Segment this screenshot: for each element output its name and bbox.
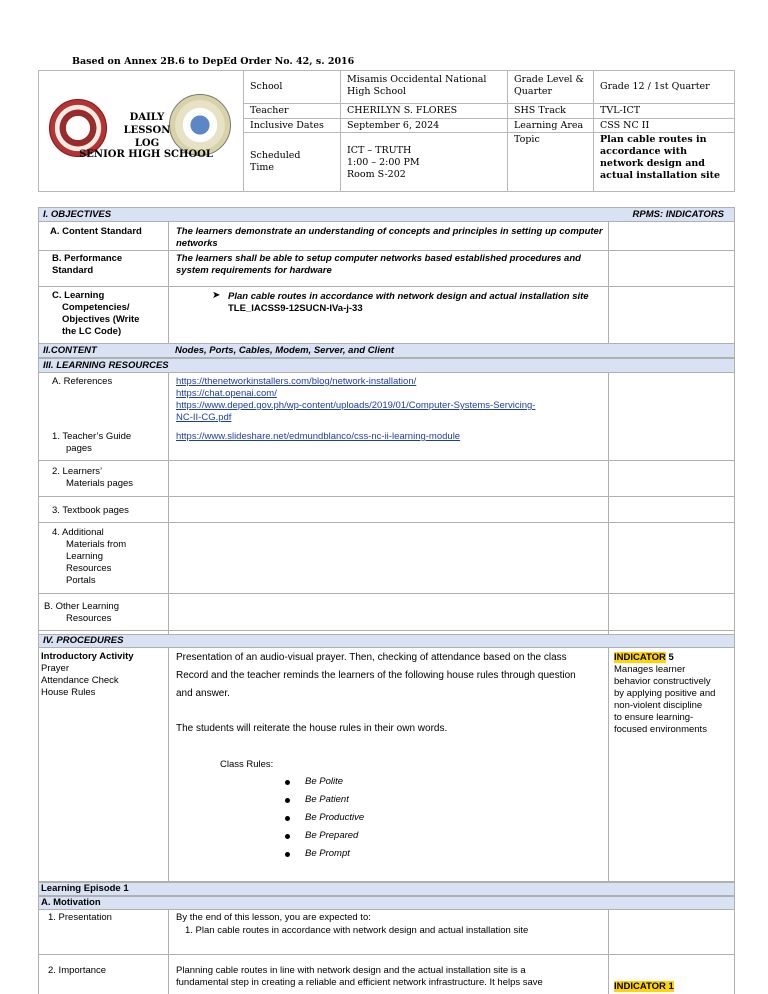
indicator-5-text: Manages learner (614, 664, 686, 675)
resources-heading: III. LEARNING RESOURCES (43, 360, 169, 371)
references-label: A. References (52, 376, 113, 387)
bullet-icon (285, 780, 290, 785)
school-value: Misamis Occidental National High School (347, 74, 487, 97)
school-label: School (250, 81, 283, 92)
arrow-bullet-icon: ➤ (212, 290, 221, 301)
importance-text: Planning cable routes in line with network design and the actual installation site is a (176, 965, 526, 976)
bullet-icon (285, 816, 290, 821)
indicator-5-text: non-violent discipline (614, 700, 703, 711)
dates-label: Inclusive Dates (250, 120, 324, 131)
procedures-bar (38, 634, 735, 648)
resources-bar (38, 358, 735, 373)
importance-text: fundamental step in creating a reliable and efficient network infrastructure. It helps save (176, 977, 543, 988)
importance-label: 2. Importance (48, 965, 107, 976)
reference-link[interactable]: https://chat.openai.com/ (176, 388, 277, 399)
rpms-heading: RPMS: INDICATORS (632, 209, 724, 220)
motivation-heading: A. Motivation (41, 897, 101, 908)
lm-label: 2. Learners’ (52, 466, 103, 477)
lc-label: Objectives (Write (62, 314, 140, 325)
reference-link[interactable]: https://thenetworkinstallers.com/blog/network-installation/ (176, 376, 417, 387)
topic-label: Topic (514, 134, 540, 145)
area-value: CSS NC II (600, 120, 650, 131)
reference-link[interactable]: NC-II-CG.pdf (176, 412, 232, 423)
lesson-header-table (38, 70, 735, 192)
dates-value: September 6, 2024 (347, 120, 440, 131)
performance-text: The learners shall be able to setup computer networks based established procedures and system requirements for hardware (176, 253, 581, 276)
title-line: LESSON (123, 125, 171, 136)
class-rule: Be Prepared (305, 830, 359, 841)
other-label: B. Other Learning (44, 601, 119, 612)
intro-text: and answer. (176, 688, 230, 699)
content-standard-label: A. Content Standard (50, 226, 142, 237)
class-rule: Be Productive (305, 812, 365, 823)
content-text: Nodes, Ports, Cables, Modem, Server, and Client (175, 345, 395, 356)
objectives-heading: I. OBJECTIVES (43, 209, 112, 220)
indicator-5-tag: INDICATOR (614, 652, 666, 663)
intro-text: Record and the teacher reminds the learners of the following house rules through question (176, 670, 576, 681)
episode-bar (38, 882, 735, 896)
intro-label: Introductory Activity (41, 651, 134, 662)
log-title (77, 111, 217, 150)
class-rule: Be Prompt (305, 848, 350, 859)
content-heading: II.CONTENT (43, 345, 97, 356)
lc-label: C. Learning (52, 290, 105, 301)
am-label: Portals (66, 575, 96, 586)
lc-label: Competencies/ (62, 302, 130, 313)
sched-section: ICT – TRUTH (347, 145, 412, 156)
grade-label: Grade Level & Quarter (514, 74, 584, 97)
indicator-5 (614, 652, 674, 664)
teacher-value: CHERILYN S. FLORES (347, 105, 458, 116)
intro-text: The students will reiterate the house rules in their own words. (176, 723, 448, 734)
teacher-label: Teacher (250, 105, 289, 116)
intro-label: House Rules (41, 687, 96, 698)
grade-value: Grade 12 / 1st Quarter (600, 81, 710, 92)
other-label: Resources (66, 613, 112, 624)
procedures-heading: IV. PROCEDURES (43, 635, 124, 646)
content-standard-text: The learners demonstrate an understanding of concepts and principles in setting up computer networks (176, 226, 603, 249)
tg-label: pages (66, 443, 92, 454)
performance-label-2: Standard (52, 265, 94, 276)
bullet-icon (285, 798, 290, 803)
topic-value: Plan cable routes in accordance with network design and actual installation site (600, 134, 721, 181)
am-label: Materials from (66, 539, 127, 550)
objectives-bar (38, 207, 735, 222)
reference-link[interactable]: https://www.slideshare.net/edmundblanco/css-nc-ii-learning-module (176, 431, 461, 442)
track-value: TVL-ICT (600, 105, 641, 116)
header-note: Based on Annex 2B.6 to DepEd Order No. 42, s. 2016 (72, 56, 355, 67)
content-bar (38, 343, 735, 358)
reference-link[interactable]: https://www.deped.gov.ph/wp-content/uploads/2019/01/Computer-Systems-Servicing- (176, 400, 536, 411)
indicator-5-text: focused environments (614, 724, 707, 735)
indicator-5-text: behavior constructively (614, 676, 711, 687)
lc-text: Plan cable routes in accordance with network design and actual installation site (228, 291, 589, 302)
lc-code: TLE_IACSS9-12SUCN-IVa-j-33 (228, 303, 363, 314)
tg-label: 1. Teacher’s Guide (52, 431, 132, 442)
sched-room: Room S-202 (347, 169, 406, 180)
sched-time: 1:00 – 2:00 PM (347, 157, 420, 168)
title-line: DAILY (129, 112, 165, 123)
class-rule: Be Patient (305, 794, 349, 805)
log-subtitle: SENIOR HIGH SCHOOL (79, 149, 213, 160)
scheduled-time-label: Scheduled Time (250, 150, 301, 173)
area-label: Learning Area (514, 120, 584, 131)
track-label: SHS Track (514, 105, 566, 116)
performance-label: B. Performance (52, 253, 123, 264)
am-label: Resources (66, 563, 112, 574)
am-label: 4. Additional (52, 527, 104, 538)
indicator-5-num: 5 (665, 652, 674, 663)
am-label: Learning (66, 551, 103, 562)
logo-block (39, 71, 243, 191)
class-rule: Be Polite (305, 776, 344, 787)
bullet-icon (285, 834, 290, 839)
lm-label: Materials pages (66, 478, 134, 489)
presentation-text: By the end of this lesson, you are expected to: (176, 912, 371, 923)
class-rules-title: Class Rules: (220, 759, 274, 770)
motivation-bar (38, 896, 735, 910)
indicator-1-tag: INDICATOR 1 (614, 981, 674, 992)
indicator-1 (614, 981, 674, 993)
indicator-5-text: by applying positive and (614, 688, 716, 699)
intro-label: Attendance Check (41, 675, 119, 686)
intro-label: Prayer (41, 663, 69, 674)
bullet-icon (285, 852, 290, 857)
tb-label: 3. Textbook pages (52, 505, 129, 516)
lc-label: the LC Code) (62, 326, 122, 337)
title-line: LOG (134, 138, 160, 149)
episode-heading: Learning Episode 1 (41, 883, 129, 894)
presentation-text: 1. Plan cable routes in accordance with network design and actual installation site (185, 925, 529, 936)
intro-text: Presentation of an audio-visual prayer. Then, checking of attendance based on the class (176, 652, 567, 663)
presentation-label: 1. Presentation (48, 912, 112, 923)
indicator-5-text: to ensure learning- (614, 712, 694, 723)
